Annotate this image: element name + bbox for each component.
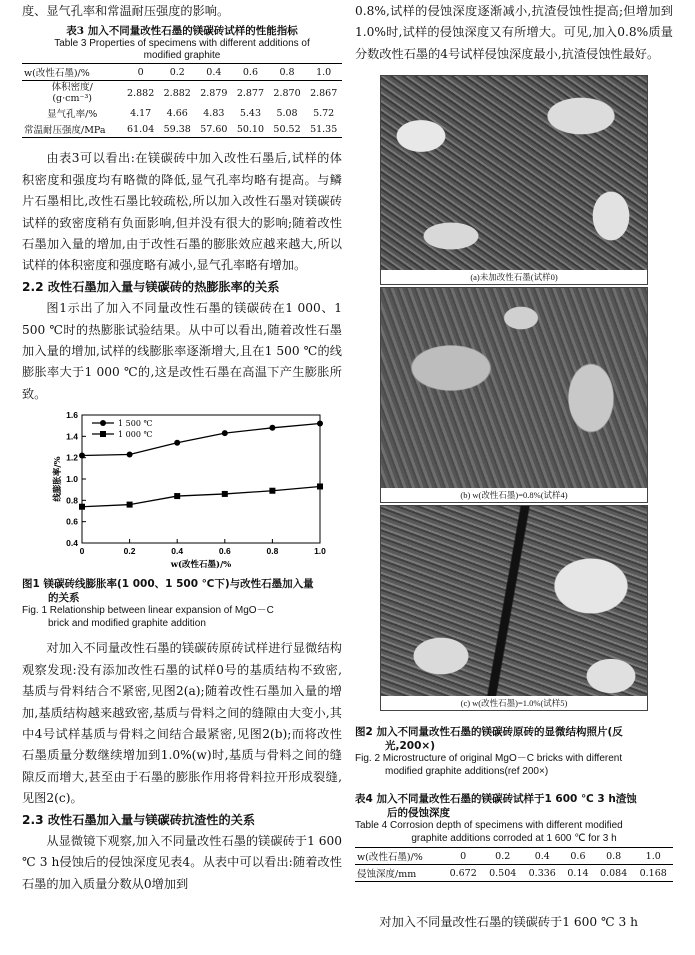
table3-cell: 5.43: [239, 107, 262, 119]
table3-row-label-line: 体积密度/: [51, 82, 93, 94]
y-axis-label: 线膨胀率/%: [53, 456, 63, 502]
data-point: [79, 453, 85, 459]
micrograph-a-label: (a)未加改性石墨(试样0): [381, 270, 647, 284]
data-point: [222, 430, 228, 436]
y-tick-label: 0.8: [66, 495, 78, 506]
table3-header-cell: 0.2: [169, 66, 185, 78]
data-point: [269, 425, 275, 431]
table3-row-label: 常温耐压强度/MPa: [24, 125, 106, 137]
table4-cell: 0.14: [567, 867, 589, 879]
table4-header-cell: 0.4: [534, 850, 550, 862]
table3-row-label: 显气孔率/%: [47, 109, 98, 121]
table3-header-row: [22, 64, 342, 81]
x-tick-label: 0: [79, 546, 85, 557]
paragraph: 从显微镜下观察,加入不同量改性石墨的镁碳砖于1 600 ℃ 3 h侵蚀后的侵蚀深度见表4。从表中可以看出:随着改性石墨的加入质量分数从0增加到: [22, 833, 342, 891]
x-axis-label: w(改性石墨)/%: [170, 560, 232, 571]
figure2-caption: [355, 725, 673, 778]
paragraph: 图1示出了加入不同量改性石墨的镁碳砖在1 000、1 500 ℃时的热膨胀试验结果。从中可以看出,随着改性石墨加入量的增加,试样的线膨胀率逐渐增大,且在1 500 ℃的线膨胀率大于1 000 ℃的,这是改性石墨在高温下产生膨胀所致。: [22, 301, 342, 401]
legend-marker: [100, 420, 106, 426]
x-tick-label: 1.0: [314, 546, 326, 557]
table4-caption-en-1: Table 4 Corrosion depth of specimens with different modified: [355, 820, 623, 832]
series-line: [82, 487, 320, 507]
table3-cell: 2.879: [200, 87, 228, 99]
paragraph-continued: 0.8%,试样的侵蚀深度逐渐减小,抗渣侵蚀性提高;但增加到1.0%时,试样的侵蚀深度又有所增大。可见,加入0.8%质量分数改性石墨的4号试样侵蚀深度最小,抗渣侵蚀性最好。: [355, 4, 673, 61]
table4-header-cell: 0.2: [495, 850, 511, 862]
table3-header-cell: 0: [137, 66, 144, 78]
data-point: [317, 421, 323, 427]
figure2-caption-en-1: Fig. 2 Microstructure of original MgO－C bricks with different: [355, 753, 623, 765]
data-point: [127, 452, 133, 458]
table3-cell: 50.10: [236, 123, 265, 135]
x-tick-label: 0.4: [171, 546, 184, 557]
table3-cell: 4.66: [166, 107, 188, 119]
x-tick-label: 0.2: [123, 546, 136, 557]
table4-caption-en-2: graphite additions corroded at 1 600 ℃ for 3 h: [411, 832, 617, 844]
micrograph-b-label: (b) w(改性石墨)=0.8%(试样4): [381, 488, 647, 502]
micrograph-c-label: (c) w(改性石墨)=1.0%(试样5): [381, 696, 647, 710]
table4-header-cell: 0: [460, 850, 467, 862]
paragraph: 对加入不同量改性石墨的镁碳砖原砖试样进行显微结构观察发现:没有添加改性石墨的试样0号的基质结构不致密,基质与骨料结合不紧密,见图2(a);随着改性石墨加入量的增加,基质结构越来越致密,基质与骨料之间的缝隙由大变小,其中4号试样基质与骨料之间结合最紧密,见图2(b);而将改性石墨质量分数继续增加到1.0%(w)时,基质与骨料之间的缝隙反而增大,甚至由于石墨的膨胀作用将骨料拉开形成裂缝,见图2(c)。: [22, 641, 342, 806]
table3-cell: 4.83: [203, 107, 225, 119]
figure1-caption-en-2: brick and modified graphite addition: [48, 617, 206, 629]
table3-cell: 5.72: [313, 107, 335, 119]
table3-cell: 4.17: [130, 107, 152, 119]
legend-label: 1 000 ℃: [118, 430, 153, 440]
y-tick-label: 0.4: [66, 538, 78, 549]
y-tick-label: 1.0: [66, 474, 78, 485]
data-point: [127, 502, 133, 508]
data-point: [174, 493, 180, 499]
table3-caption-en-1: Table 3 Properties of specimens with different additions of: [54, 38, 310, 50]
table3-header-cell: 0.4: [206, 66, 222, 78]
table3-caption-zh: 表3 加入不同量改性石墨的镁碳砖试样的性能指标: [66, 25, 298, 38]
table3-cell: 2.882: [163, 87, 191, 99]
legend-marker: [100, 431, 106, 437]
figure1-caption-en-1: Fig. 1 Relationship between linear expansion of MgO－C: [22, 605, 274, 617]
table4: [355, 792, 673, 882]
table4-caption-zh-1: 表4 加入不同量改性石墨的镁碳砖试样于1 600 ℃ 3 h渣蚀: [355, 793, 637, 806]
data-point: [222, 491, 228, 497]
table3-cell: 5.08: [276, 107, 298, 119]
table3-cell: 51.35: [310, 123, 338, 135]
data-point: [79, 504, 85, 510]
table3-row-density: [22, 81, 342, 106]
table4-cell: 0.084: [600, 867, 628, 879]
table4-cell: 0.336: [528, 867, 556, 879]
left-column: [22, 0, 342, 895]
figure1-caption-zh-2: 的关系: [48, 592, 80, 605]
table3-cell: 2.867: [310, 87, 338, 99]
table3: [22, 24, 342, 138]
micrograph-b: [380, 287, 648, 503]
x-tick-label: 0.6: [218, 546, 231, 557]
table3-cell: 50.52: [273, 123, 301, 135]
paragraph-start: 对加入不同量改性石墨的镁碳砖于1 600 ℃ 3 h: [379, 915, 638, 930]
table4-cell: 0.504: [489, 867, 517, 879]
table3-header-cell: 0.6: [242, 66, 258, 78]
y-tick-label: 1.6: [66, 410, 78, 421]
table3-header-cell: 0.8: [279, 66, 295, 78]
figure1-caption-zh-1: 图1 镁碳砖线膨胀率(1 000、1 500 ℃下)与改性石墨加入量: [22, 578, 314, 591]
y-tick-label: 1.2: [66, 452, 78, 463]
table3-row-porosity: [22, 105, 342, 121]
table4-cell: 0.672: [449, 867, 477, 879]
table3-header-cell: 1.0: [316, 66, 332, 78]
figure1-line-chart: [22, 407, 342, 575]
paragraph-continued: 度、显气孔率和常温耐压强度的影响。: [22, 4, 230, 18]
figure2-caption-zh-2: 光,200×): [385, 740, 436, 753]
table3-cell: 59.38: [163, 123, 191, 135]
table3-header-cell: w(改性石墨)/%: [24, 68, 90, 80]
data-point: [174, 440, 180, 446]
table4-header-cell: 1.0: [645, 850, 661, 862]
micrograph-a: [380, 75, 648, 285]
table3-row-label: [22, 81, 122, 106]
section-heading-2-2: 2.2 改性石墨加入量与镁碳砖的热膨胀率的关系: [22, 279, 280, 294]
paragraph: 由表3可以看出:在镁碳砖中加入改性石墨后,试样的体积密度和强度均有略微的降低,显气孔率均略有提高。与鳞片石墨相比,改性石墨比较疏松,所以加入改性石墨对镁碳砖试样的致密度稍有负面影响,但并没有很大的影响;随着改性石墨加入量的增加,由于改性石墨的膨胀效应越来越大,所以试样的体积密度和强度略有减小,显气孔率略有增加。: [22, 151, 342, 273]
table4-row-label: 侵蚀深度/mm: [357, 869, 417, 881]
table3-cell: 2.877: [236, 87, 265, 99]
table3-caption-en-2: modified graphite: [143, 50, 221, 62]
table4-header-cell: 0.6: [570, 850, 586, 862]
table4-row-depth: [355, 865, 673, 882]
legend-label: 1 500 ℃: [118, 419, 153, 429]
figure2-caption-en-2: modified graphite additions(ref 200×): [385, 765, 549, 777]
table3-cell: 61.04: [127, 123, 155, 135]
table4-caption-zh-2: 后的侵蚀深度: [387, 807, 450, 820]
micrograph-c: [380, 505, 648, 711]
right-column: [355, 0, 673, 934]
table4-header-cell: 0.8: [606, 850, 622, 862]
table3-cell: 57.60: [200, 123, 228, 135]
table3-cell: 2.870: [273, 87, 301, 99]
figure1-caption: [22, 577, 342, 630]
figure2: [380, 75, 648, 711]
x-tick-label: 0.8: [266, 546, 279, 557]
table4-header-cell: w(改性石墨)/%: [357, 852, 423, 864]
data-point: [269, 488, 275, 494]
y-tick-label: 1.4: [66, 431, 78, 442]
table3-row-strength: [22, 121, 342, 138]
table3-grid: [22, 63, 342, 138]
table4-cell: 0.168: [639, 867, 667, 879]
table4-grid: [355, 847, 673, 882]
table3-cell: 2.882: [127, 87, 155, 99]
figure2-caption-zh-1: 图2 加入不同量改性石墨的镁碳砖原砖的显微结构照片(反: [355, 726, 623, 739]
section-heading-2-3: 2.3 改性石墨加入量与镁碳砖抗渣性的关系: [22, 812, 256, 827]
table3-row-label-line: (g·cm⁻³): [52, 93, 93, 105]
series-line: [82, 424, 320, 456]
table4-header-row: [355, 848, 673, 865]
data-point: [317, 484, 323, 490]
y-tick-label: 0.6: [66, 516, 78, 527]
